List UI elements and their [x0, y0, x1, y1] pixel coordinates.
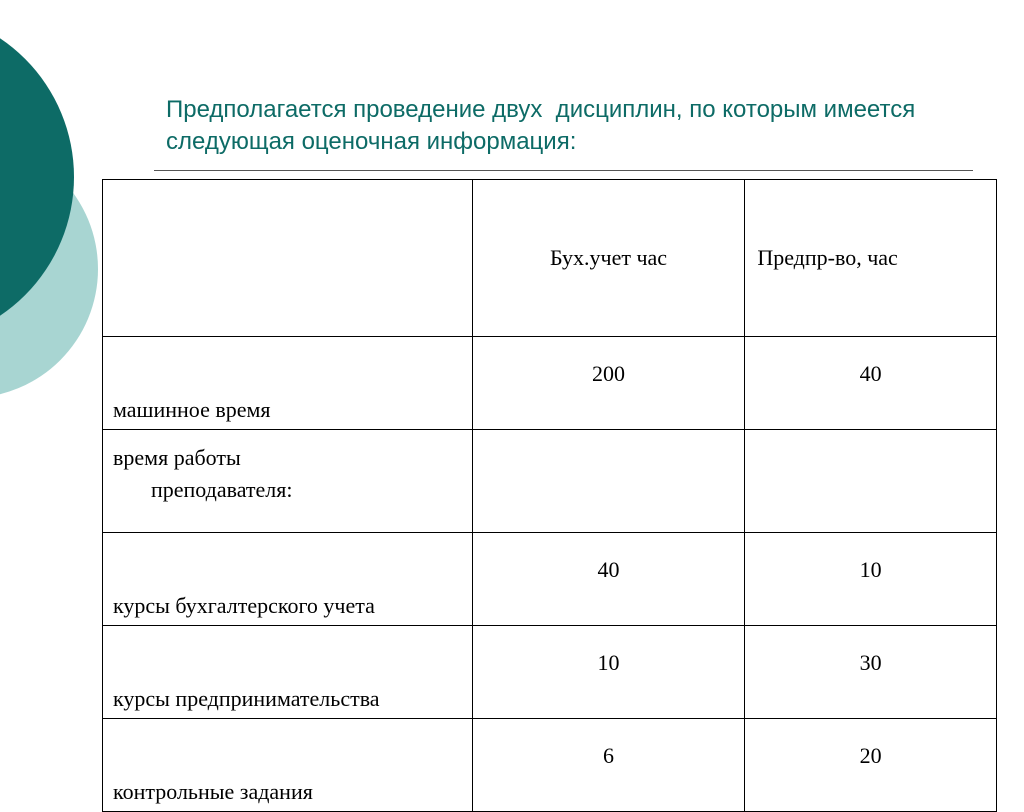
table-header-row	[103, 180, 997, 337]
header-cell-empty	[103, 180, 473, 337]
table-row	[103, 337, 997, 430]
slide-title: Предполагается проведение двух дисциплин, по которым имеется следующая оценочная информация:	[166, 96, 922, 155]
table-row	[103, 533, 997, 626]
cell-value	[472, 430, 745, 533]
data-table	[102, 179, 997, 812]
row-label-line1: время работы	[113, 445, 241, 470]
table-row	[103, 719, 997, 812]
cell-value: 30	[745, 626, 997, 719]
cell-value: 40	[745, 337, 997, 430]
header-cell-buh: Бух.учет час	[472, 180, 745, 337]
row-label: курсы предпринимательства	[103, 626, 473, 719]
row-label-line2: преподавателя:	[151, 477, 293, 502]
cell-value: 20	[745, 719, 997, 812]
title-divider	[154, 170, 973, 171]
cell-value: 40	[472, 533, 745, 626]
cell-value: 10	[472, 626, 745, 719]
table-row	[103, 626, 997, 719]
cell-value: 200	[472, 337, 745, 430]
table-row	[103, 430, 997, 533]
cell-value: 6	[472, 719, 745, 812]
row-label: курсы бухгалтерского учета	[103, 533, 473, 626]
cell-value	[745, 430, 997, 533]
row-label: машинное время	[103, 337, 473, 430]
header-cell-predpr: Предпр-во, час	[745, 180, 997, 337]
cell-value: 10	[745, 533, 997, 626]
row-label: контрольные задания	[103, 719, 473, 812]
row-label	[103, 430, 473, 533]
